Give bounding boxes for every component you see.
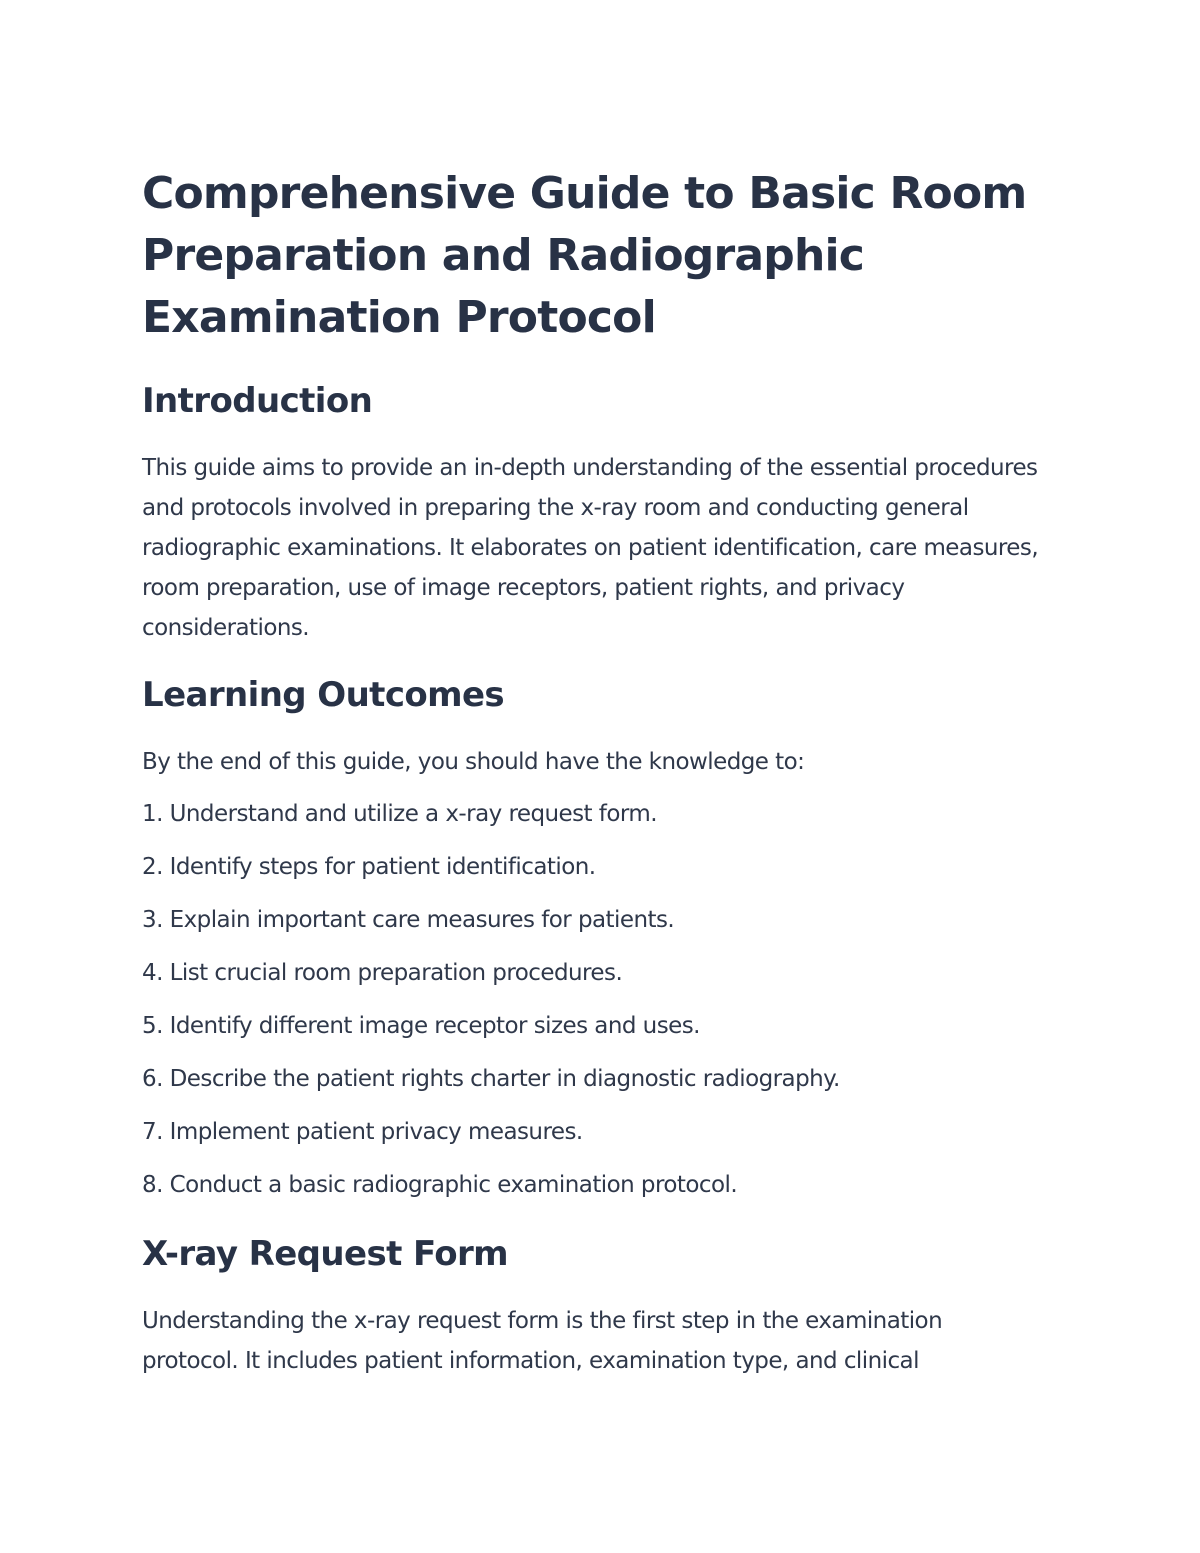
learning-outcomes-list	[142, 792, 840, 1216]
introduction-heading: Introduction	[142, 381, 373, 421]
list-item-number: 7.	[142, 1119, 163, 1145]
list-item-text: Identify steps for patient identification.	[169, 854, 596, 880]
xray-request-form-heading: X-ray Request Form	[142, 1234, 508, 1274]
list-item	[142, 1110, 840, 1163]
list-item	[142, 1163, 840, 1216]
list-item-number: 1.	[142, 801, 163, 827]
list-item	[142, 792, 840, 845]
list-item-text: Describe the patient rights charter in diagnostic radiography.	[169, 1066, 840, 1092]
list-item-number: 2.	[142, 854, 163, 880]
list-item-text: Explain important care measures for patients.	[169, 907, 675, 933]
introduction-paragraph: This guide aims to provide an in-depth understanding of the essential procedures and protocols involved in preparing the x-ray room and conducting general radiographic examinations. It elaborates on patient identification, care measures, room preparation, use of image receptors, patient rights, and privacy considerations.	[142, 455, 1039, 641]
list-item-text: Understand and utilize a x-ray request form.	[169, 801, 657, 827]
document-title: Comprehensive Guide to Basic Room Preparation and Radiographic Examination Protocol	[142, 168, 1027, 343]
list-item	[142, 845, 840, 898]
list-item	[142, 1057, 840, 1110]
list-item-number: 6.	[142, 1066, 163, 1092]
list-item-number: 3.	[142, 907, 163, 933]
list-item-text: Identify different image receptor sizes and uses.	[169, 1013, 700, 1039]
learning-outcomes-intro: By the end of this guide, you should have the knowledge to:	[142, 749, 805, 775]
list-item	[142, 898, 840, 951]
list-item-number: 4.	[142, 960, 163, 986]
xray-request-form-paragraph: Understanding the x-ray request form is the first step in the examination protocol. It includes patient information, examination type, and clinical	[142, 1308, 943, 1374]
learning-outcomes-heading: Learning Outcomes	[142, 675, 505, 715]
list-item-text: Implement patient privacy measures.	[169, 1119, 583, 1145]
list-item-number: 5.	[142, 1013, 163, 1039]
list-item	[142, 951, 840, 1004]
list-item	[142, 1004, 840, 1057]
list-item-text: List crucial room preparation procedures.	[169, 960, 623, 986]
list-item-text: Conduct a basic radiographic examination protocol.	[169, 1172, 738, 1198]
list-item-number: 8.	[142, 1172, 163, 1198]
